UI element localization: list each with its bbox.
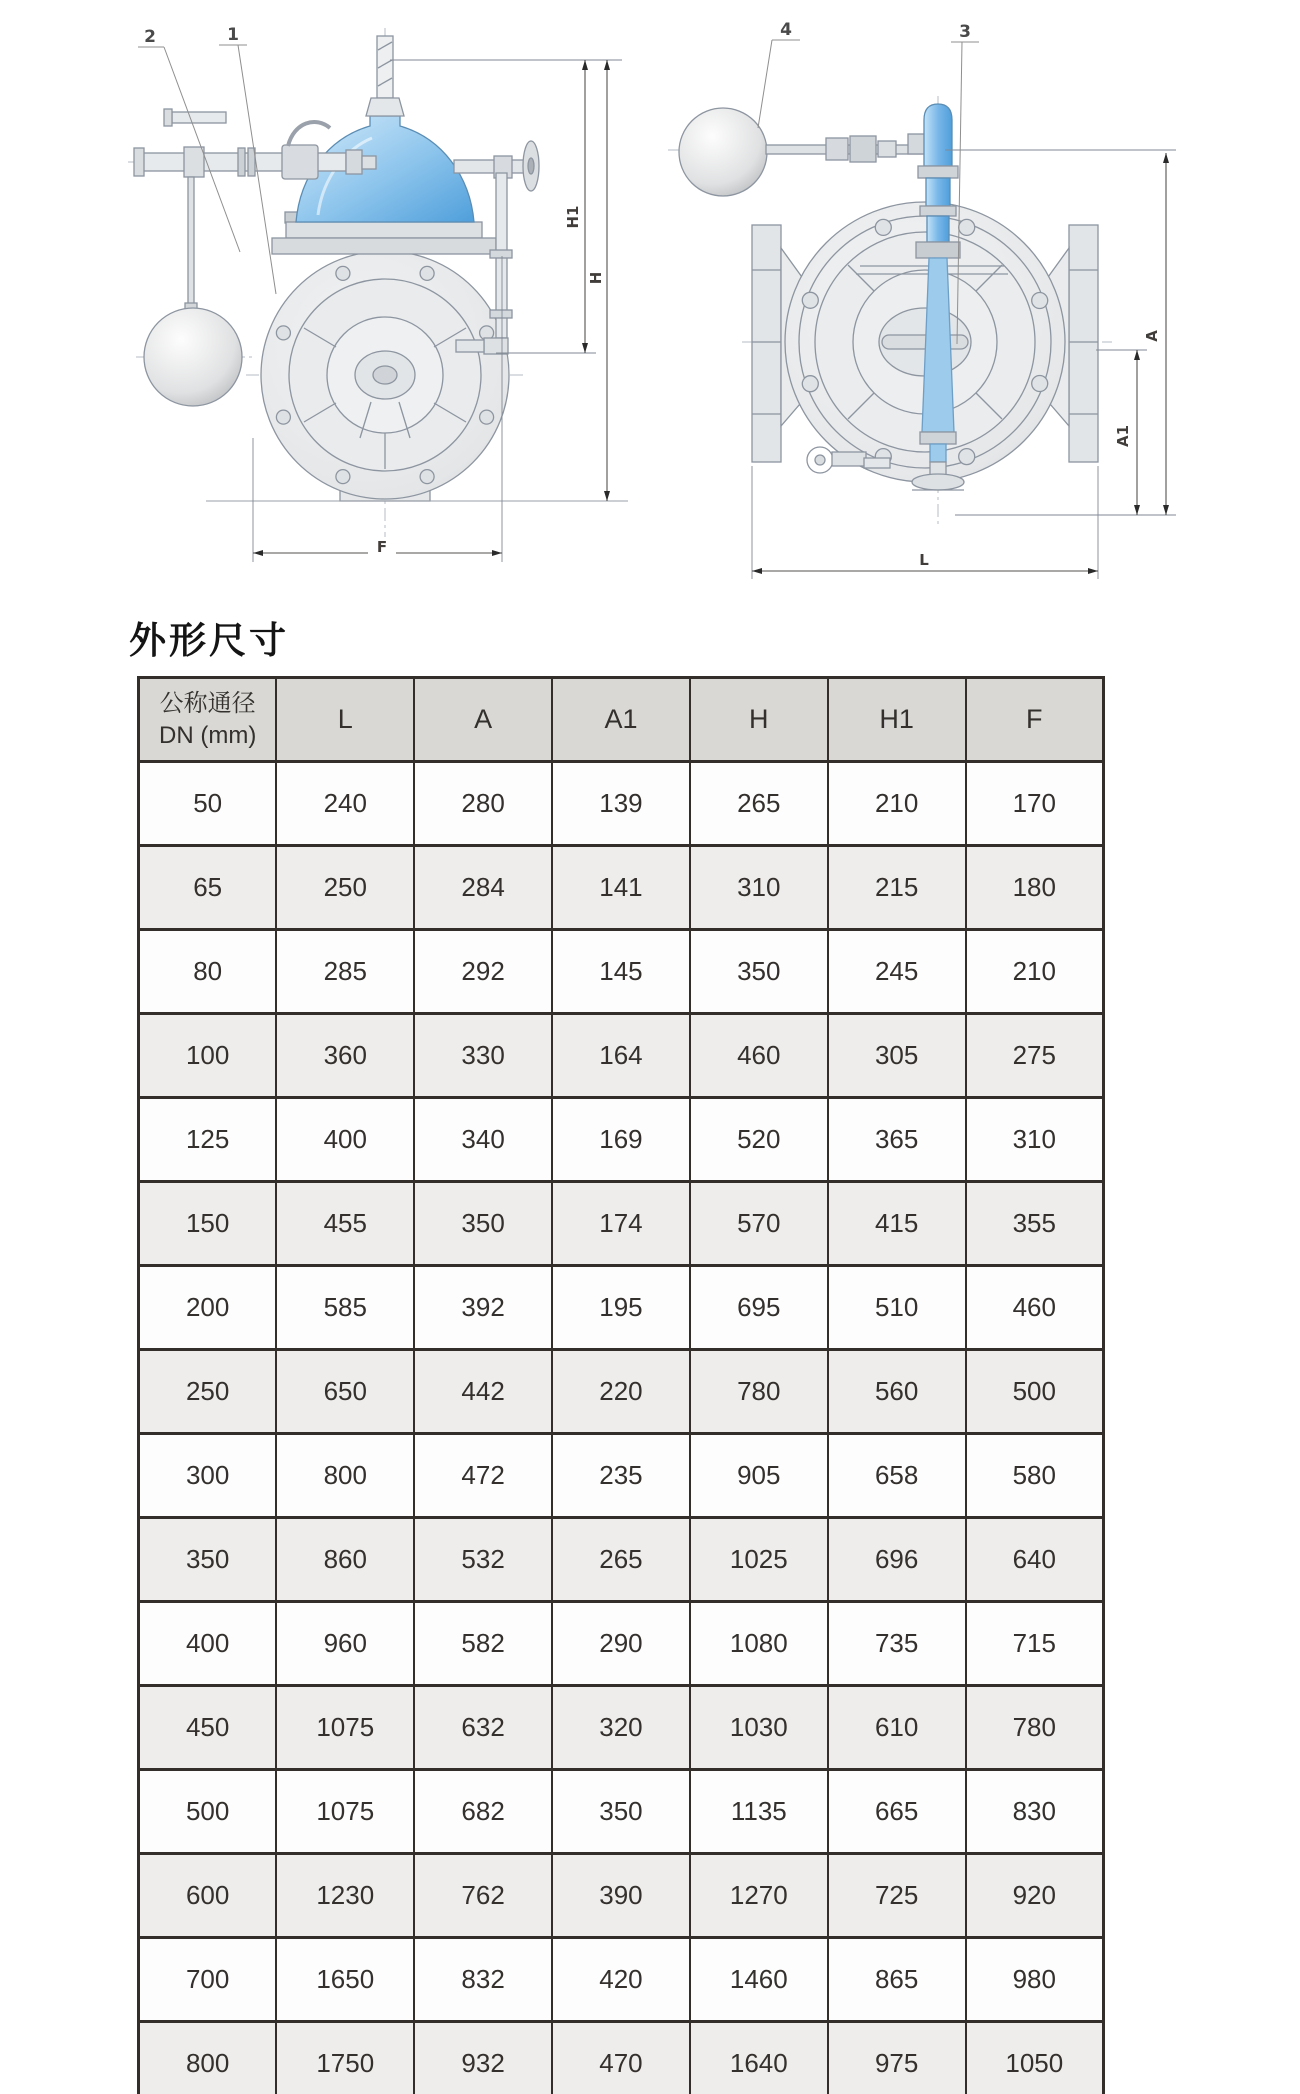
dimension-cell: 285: [276, 930, 414, 1014]
callout-1: 1: [227, 25, 239, 45]
dim-label-f: F: [376, 538, 388, 556]
dimension-cell: 210: [828, 762, 966, 846]
dimension-cell: 500: [966, 1350, 1104, 1434]
dimension-cell: 725: [828, 1854, 966, 1938]
dimension-cell: 1270: [690, 1854, 828, 1938]
dimension-cell: 284: [414, 846, 552, 930]
dimension-cell: 762: [414, 1854, 552, 1938]
dimension-cell: 320: [552, 1686, 690, 1770]
dn-cell: 150: [139, 1182, 277, 1266]
valve-drawing-front-view: [610, 8, 1270, 600]
dimension-cell: 1080: [690, 1602, 828, 1686]
table-row: [139, 1770, 1104, 1854]
dn-cell: 400: [139, 1602, 277, 1686]
dimension-cell: 310: [690, 846, 828, 930]
dim-label-h1: H1: [564, 205, 582, 229]
table-row: [139, 762, 1104, 846]
dimension-cell: 610: [828, 1686, 966, 1770]
dimension-cell: 696: [828, 1518, 966, 1602]
dimension-cell: 420: [552, 1938, 690, 2022]
dimension-cell: 290: [552, 1602, 690, 1686]
dimension-cell: 1030: [690, 1686, 828, 1770]
dimension-cell: 170: [966, 762, 1104, 846]
dimension-cell: 250: [276, 846, 414, 930]
dimension-cell: 532: [414, 1518, 552, 1602]
col-header-a: A: [414, 678, 552, 762]
dimension-cell: 210: [966, 930, 1104, 1014]
table-header-row: [139, 678, 1104, 762]
table-row: [139, 1266, 1104, 1350]
dimension-cell: 780: [690, 1350, 828, 1434]
dimension-cell: 1460: [690, 1938, 828, 2022]
table-row: [139, 1686, 1104, 1770]
dimension-cell: 1640: [690, 2022, 828, 2094]
dimension-cell: 905: [690, 1434, 828, 1518]
col-header-dn: [139, 678, 277, 762]
dimension-cell: 1135: [690, 1770, 828, 1854]
dimensions-table-body: [139, 762, 1104, 2094]
valve-drawing-side-view: [88, 10, 668, 590]
col-header-h: H: [690, 678, 828, 762]
dn-cell: 350: [139, 1518, 277, 1602]
table-row: [139, 2022, 1104, 2094]
dimension-cell: 390: [552, 1854, 690, 1938]
dimension-cell: 470: [552, 2022, 690, 2094]
dn-header-line2: DN (mm): [159, 721, 257, 749]
dimension-cell: 1650: [276, 1938, 414, 2022]
dn-cell: 65: [139, 846, 277, 930]
dimension-cell: 145: [552, 930, 690, 1014]
dimension-cell: 1050: [966, 2022, 1104, 2094]
table-row: [139, 1938, 1104, 2022]
dim-label-a1: A1: [1114, 424, 1132, 448]
dn-cell: 800: [139, 2022, 277, 2094]
dimension-cell: 650: [276, 1350, 414, 1434]
dimension-cell: 632: [414, 1686, 552, 1770]
dn-cell: 600: [139, 1854, 277, 1938]
dimension-cell: 960: [276, 1602, 414, 1686]
section-title: 外形尺寸: [129, 619, 289, 662]
dimension-cell: 141: [552, 846, 690, 930]
dimension-cell: 350: [690, 930, 828, 1014]
dimension-cell: 330: [414, 1014, 552, 1098]
dimension-cell: 292: [414, 930, 552, 1014]
dimension-cell: 932: [414, 2022, 552, 2094]
dimension-cell: 658: [828, 1434, 966, 1518]
dimension-cell: 640: [966, 1518, 1104, 1602]
dimension-cell: 460: [690, 1014, 828, 1098]
dimension-cell: 695: [690, 1266, 828, 1350]
dimension-cell: 455: [276, 1182, 414, 1266]
dimension-cell: 265: [690, 762, 828, 846]
dimension-cell: 174: [552, 1182, 690, 1266]
dimension-cell: 980: [966, 1938, 1104, 2022]
dimension-cell: 169: [552, 1098, 690, 1182]
dimension-cell: 975: [828, 2022, 966, 2094]
dimension-cell: 460: [966, 1266, 1104, 1350]
dimension-cell: 220: [552, 1350, 690, 1434]
dimensions-table: [137, 676, 1105, 2094]
table-row: [139, 930, 1104, 1014]
valve-body-front: [679, 104, 1098, 490]
dn-cell: 300: [139, 1434, 277, 1518]
table-row: [139, 1098, 1104, 1182]
dimension-cell: 1750: [276, 2022, 414, 2094]
dim-label-l: L: [919, 551, 929, 569]
dimension-cell: 865: [828, 1938, 966, 2022]
dimension-cell: 830: [966, 1770, 1104, 1854]
dimension-cell: 1075: [276, 1686, 414, 1770]
dimension-cell: 350: [552, 1770, 690, 1854]
dimension-cell: 139: [552, 762, 690, 846]
callout-4: 4: [780, 20, 792, 40]
dimension-cell: 215: [828, 846, 966, 930]
dimension-cell: 1075: [276, 1770, 414, 1854]
dimension-cell: 860: [276, 1518, 414, 1602]
dimension-cell: 265: [552, 1518, 690, 1602]
table-row: [139, 1350, 1104, 1434]
table-row: [139, 1014, 1104, 1098]
dimension-cell: 400: [276, 1098, 414, 1182]
dn-cell: 200: [139, 1266, 277, 1350]
table-row: [139, 1854, 1104, 1938]
dimension-cell: 350: [414, 1182, 552, 1266]
dn-cell: 125: [139, 1098, 277, 1182]
dimension-cell: 245: [828, 930, 966, 1014]
dim-label-a: A: [1143, 330, 1161, 342]
table-row: [139, 1182, 1104, 1266]
dimension-cell: 1230: [276, 1854, 414, 1938]
dimension-cell: 164: [552, 1014, 690, 1098]
dimension-cell: 180: [966, 846, 1104, 930]
dimension-cell: 715: [966, 1602, 1104, 1686]
dimension-cell: 415: [828, 1182, 966, 1266]
dn-header-line1: 公称通径: [159, 690, 256, 718]
table-row: [139, 1518, 1104, 1602]
dimension-cell: 682: [414, 1770, 552, 1854]
dimension-cell: 780: [966, 1686, 1104, 1770]
col-header-h1: H1: [828, 678, 966, 762]
dn-cell: 50: [139, 762, 277, 846]
dimension-cell: 275: [966, 1014, 1104, 1098]
dimension-cell: 340: [414, 1098, 552, 1182]
dn-cell: 100: [139, 1014, 277, 1098]
pilot-valve: [924, 104, 952, 166]
dimension-cell: 472: [414, 1434, 552, 1518]
dimension-cell: 570: [690, 1182, 828, 1266]
col-header-l: L: [276, 678, 414, 762]
dimension-cell: 392: [414, 1266, 552, 1350]
dimension-cell: 920: [966, 1854, 1104, 1938]
col-header-f: F: [966, 678, 1104, 762]
dn-cell: 450: [139, 1686, 277, 1770]
dimension-cell: 585: [276, 1266, 414, 1350]
valve-body-side: [134, 36, 628, 501]
dimension-cell: 560: [828, 1350, 966, 1434]
dimension-cell: 800: [276, 1434, 414, 1518]
dimension-cell: 442: [414, 1350, 552, 1434]
dimension-cell: 305: [828, 1014, 966, 1098]
dimension-cell: 665: [828, 1770, 966, 1854]
col-header-a1: A1: [552, 678, 690, 762]
dimension-cell: 355: [966, 1182, 1104, 1266]
table-row: [139, 1602, 1104, 1686]
dimension-cell: 195: [552, 1266, 690, 1350]
float-ball: [679, 108, 767, 196]
callout-2: 2: [144, 27, 156, 47]
dimension-cell: 310: [966, 1098, 1104, 1182]
table-row: [139, 846, 1104, 930]
dimension-cell: 735: [828, 1602, 966, 1686]
dn-cell: 700: [139, 1938, 277, 2022]
dimension-cell: 235: [552, 1434, 690, 1518]
dimension-cell: 1025: [690, 1518, 828, 1602]
dimension-cell: 580: [966, 1434, 1104, 1518]
callout-3: 3: [959, 22, 971, 42]
dimension-cell: 240: [276, 762, 414, 846]
dn-cell: 250: [139, 1350, 277, 1434]
dimension-cell: 582: [414, 1602, 552, 1686]
dn-cell: 500: [139, 1770, 277, 1854]
dimension-cell: 832: [414, 1938, 552, 2022]
dimension-cell: 510: [828, 1266, 966, 1350]
dimension-cell: 280: [414, 762, 552, 846]
dimension-cell: 365: [828, 1098, 966, 1182]
dn-cell: 80: [139, 930, 277, 1014]
dim-label-h: H: [587, 271, 605, 285]
table-row: [139, 1434, 1104, 1518]
float-ball: [144, 308, 242, 406]
dimension-cell: 360: [276, 1014, 414, 1098]
dimension-cell: 520: [690, 1098, 828, 1182]
